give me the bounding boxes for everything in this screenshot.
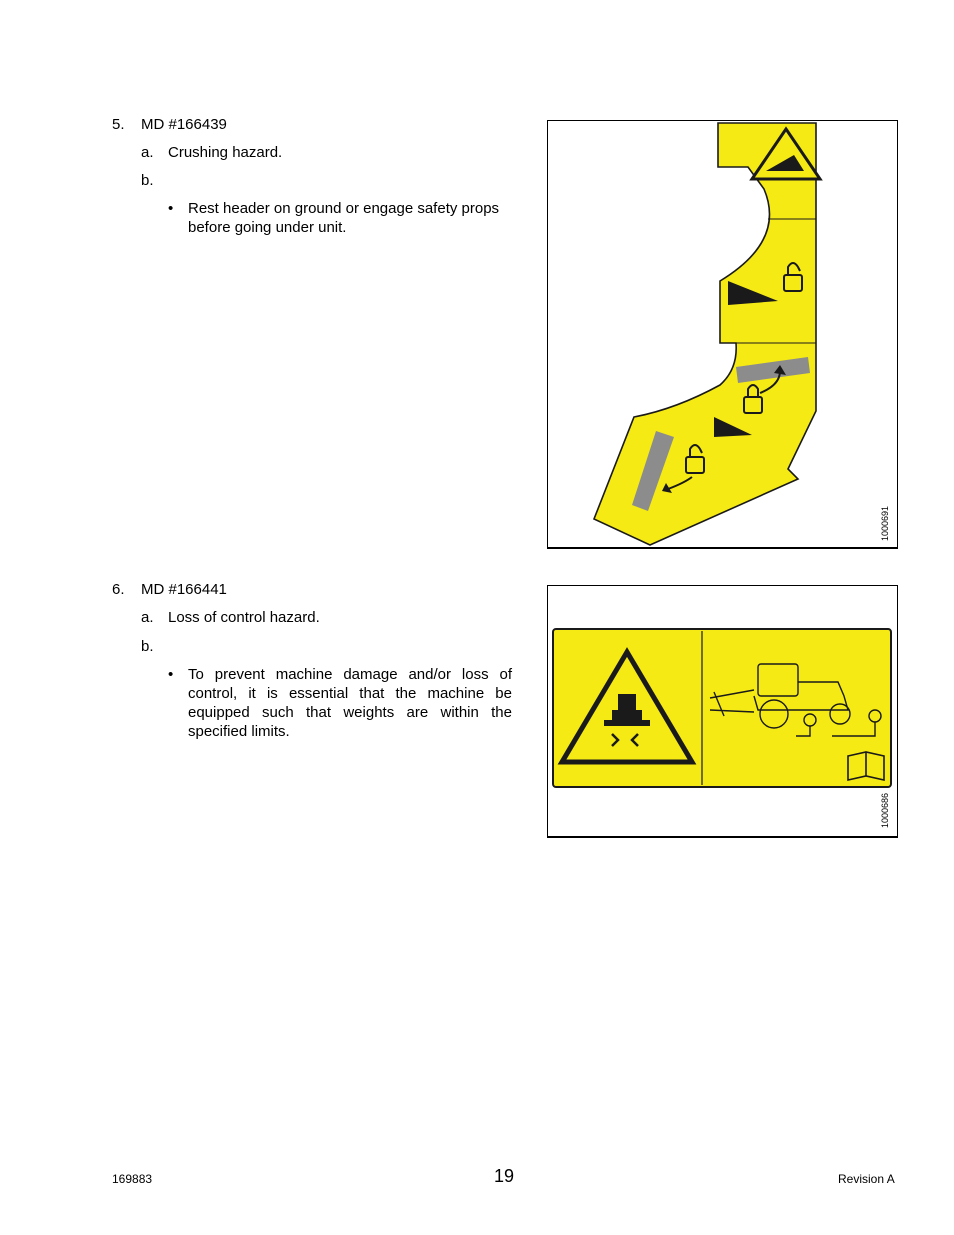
item-5a-text: Crushing hazard. <box>168 144 283 161</box>
figure-id-1000686: 1000686 <box>880 792 890 828</box>
item-6-bullet: • <box>168 666 174 683</box>
item-6b-letter: b. <box>141 638 154 655</box>
decal-figure-166441 <box>547 585 898 838</box>
item-5-number: 5. <box>112 116 125 133</box>
item-5b-letter: b. <box>141 172 154 189</box>
item-6a-letter: a. <box>141 609 154 626</box>
item-6a-text: Loss of control hazard. <box>168 609 320 626</box>
item-6-number: 6. <box>112 581 125 598</box>
footer-revision: Revision A <box>838 1172 895 1186</box>
figure-id-1000691: 1000691 <box>880 505 890 541</box>
item-5-label: MD #166439 <box>141 116 227 133</box>
item-5a-letter: a. <box>141 144 154 161</box>
item-6-bullet-text: To prevent machine damage and/or loss of control, it is essential that the machine be equipped such that weights are within the specified limits. <box>188 666 512 740</box>
item-5-bullet-text: Rest header on ground or engage safety props before going under unit. <box>188 200 500 236</box>
footer-page-number: 19 <box>494 1166 515 1186</box>
item-5-bullet: • <box>168 200 174 217</box>
decal-figure-166439 <box>547 120 898 549</box>
item-6-label: MD #166441 <box>141 581 227 598</box>
footer-doc-number: 169883 <box>112 1172 153 1186</box>
crushing-hazard-decal-illustration <box>548 121 897 548</box>
loss-of-control-decal-illustration <box>548 586 897 837</box>
